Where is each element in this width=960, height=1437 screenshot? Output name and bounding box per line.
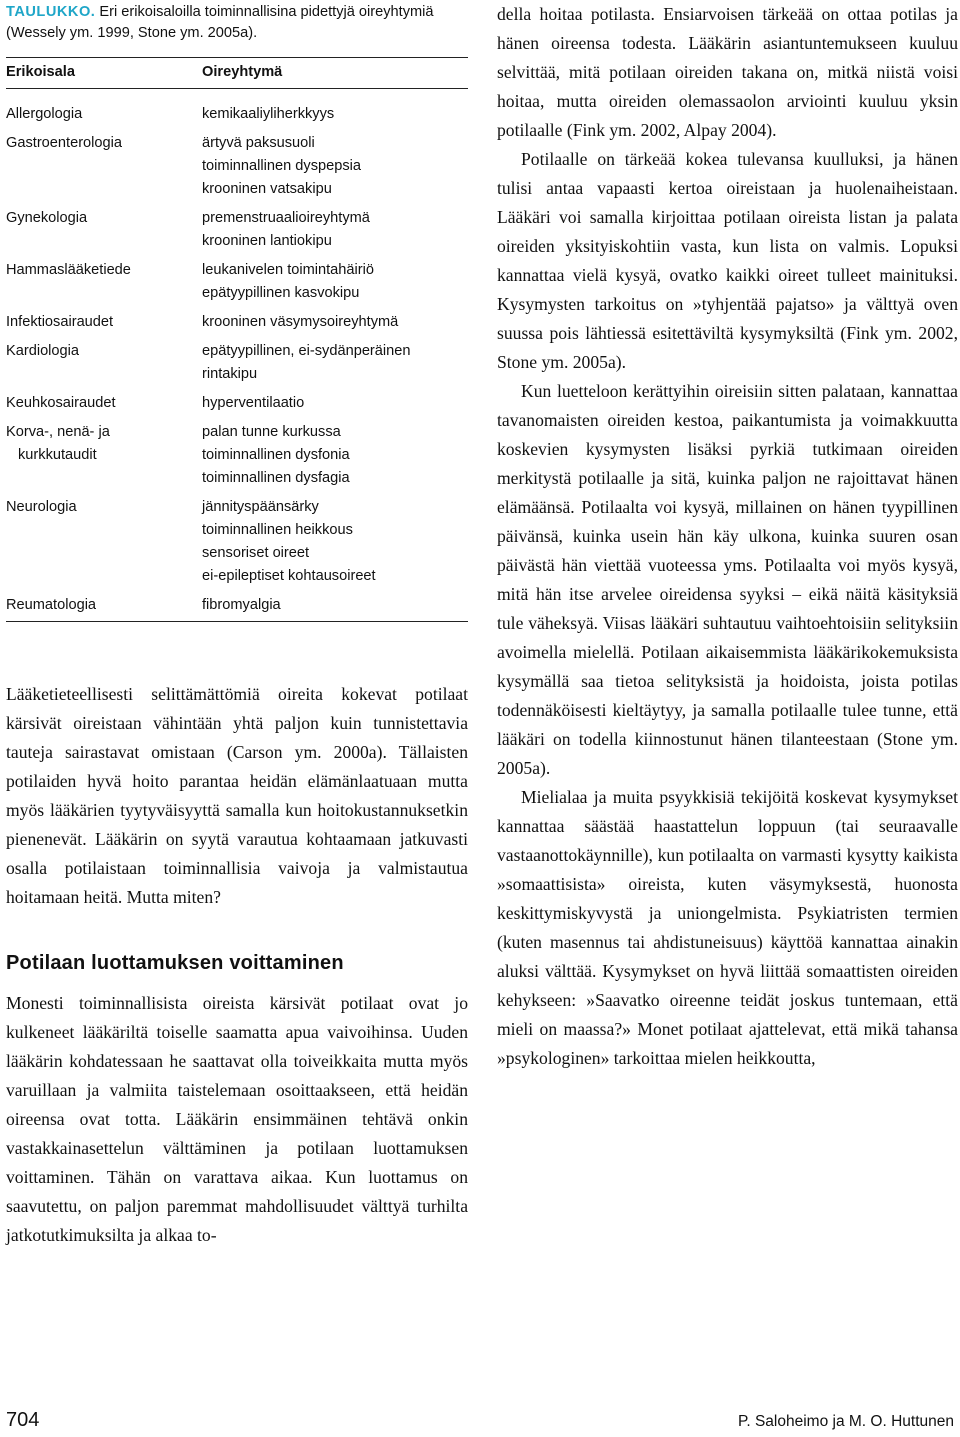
specialty-cell (6, 259, 202, 311)
syndrome-name: rintakipu (202, 366, 258, 382)
syndrome-name: toiminnallinen dysfagia (202, 470, 350, 486)
syndrome-name: toiminnallinen heikkous (202, 522, 353, 538)
syndrome-name: ärtyvä paksusuoli (202, 135, 315, 151)
table-row (6, 340, 468, 392)
specialty-name: Allergologia (6, 106, 83, 122)
left-column (6, 0, 468, 1250)
right-paragraph-4: Mielialaa ja muita psyykkisiä tekijöitä koskevat kysymykset kannattaa säästää haastattelun loppuun (tai seuraavalle vastaanottokäynnille), kun potilaalta on varmasti kysytty kaikista »somaattisista» oireista, kuten väsymyksestä, huonosta keskittymiskyvystä ja uniongelmista. Psykiatristen termien (kuten masennus tai ahdistuneisuus) käyttöä kannattaa ainakin aluksi välttää. Kysymykset on hyvä liittää somaattisten oireiden kehykseen: »Saavatko oireenne teidät joskus tuntemaan, että mieli on maassa?» Monet potilaat ajattelevat, että mikä tahansa »psykologinen» tarkoittaa mielen heikkoutta, (497, 787, 958, 1068)
specialty-name: Reumatologia (6, 597, 97, 613)
right-paragraph-3: Kun luetteloon kerättyihin oireisiin sitten palataan, kannattaa tavanomaisten oireiden kestoa, paikantumista ja voimakkuutta koskevien kysymysten lisäksi pyrkiä tutkimaan oireiden merkitystä potilaalle ja sitä, kuinka paljon ne rajoittavat hänen elämäänsä. Potilaalta voi kysyä, millainen on hänen tyypillinen päivänsä, kuinka usein hän käy ulkona, kuinka suuren osan päivästä hän viettää vuoteessa yms. Potilaalta voi myös kysyä, mitä hän itse arvelee oireidensa syyksi – eikä näitä käsityksiä tule väheksyä. Viisas lääkäri suhtautuu vaihtoehtoisiin selityksiin avoimella mielellä. Potilaan aikaisemmista lääkärikokemuksista kysymällä saa tietoa selityksistä ja hoidoista, joista potilas todennäköisesti kieltäytyy, ja samalla potilaalle tulee tunne, että lääkäri on todella kiinnostunut hänen tilanteestaan (Stone ym. 2005a). (497, 381, 958, 778)
intro-paragraph: Lääketieteellisesti selittämättömiä oireita kokevat potilaat kärsivät oireistaan vähintään yhtä paljon kuin tunnistettavia tauteja sairastavat omistaan (Carson ym. 2000a). Tällaisten potilaiden hyvä hoito parantaa heidän elämänlaatuaan mutta myös lääkärien tyytyväisyyttä samalla kun hoitokustannuksetkin pienenevät. Lääkärin on syytä varautua kohtaamaan jatkuvasti osalla potilaistaan toiminnallisia vaivoja ja valmistautua hoitamaan heitä. Mutta miten? (6, 684, 468, 907)
specialty-cell (6, 89, 202, 133)
table-body (6, 89, 468, 622)
right-paragraph-2: Potilaalle on tärkeää kokea tulevansa kuulluksi, ja hänen tulisi antaa vapaasti kertoa oireistaan ja huolenaiheistaan. Lääkäri voi samalla kirjoittaa potilaan oireista listan ja palata oireiden yksityiskohtiin vasta, kun lista on valmis. Lopuksi kannattaa vielä kysyä, ovatko kaikki oireet tulleet mainituksi. Kysymysten tarkoitus on »tyhjentää pajatso» ja välttyä oven suussa pois lähtiessä esitettäviltä kysymyksiltä (Fink ym. 2002, Stone ym. 2005a). (497, 149, 958, 372)
table-caption-text: Eri erikoisaloilla toiminnallisina pidettyjä oireyhtymiä (Wessely ym. 1999, Stone ym. 2005a). (6, 4, 434, 41)
specialty-name: Hammaslääketiede (6, 262, 131, 278)
specialty-name: Neurologia (6, 499, 77, 515)
syndrome-name: fibromyalgia (202, 597, 281, 613)
syndrome-name: premenstruaalioireyhtymä (202, 210, 370, 226)
header-syndrome: Oireyhtymä (202, 58, 468, 89)
syndrome-name: jännityspäänsärky (202, 499, 319, 515)
syndrome-name: krooninen vatsakipu (202, 181, 332, 197)
table-row (6, 594, 468, 622)
syndrome-cell (202, 392, 468, 421)
specialty-cell (6, 594, 202, 622)
syndrome-name: krooninen väsymysoireyhtymä (202, 314, 399, 330)
table-caption (6, 0, 468, 44)
specialty-name: Korva-, nenä- ja (6, 424, 110, 440)
syndrome-cell (202, 207, 468, 259)
specialty-syndrome-table (6, 57, 468, 622)
syndrome-name: kemikaaliyliherkkyys (202, 106, 335, 122)
syndrome-name: sensoriset oireet (202, 545, 310, 561)
syndrome-cell (202, 340, 468, 392)
syndrome-name: toiminnallinen dyspepsia (202, 158, 362, 174)
syndrome-cell (202, 311, 468, 340)
syndrome-name: krooninen lantiokipu (202, 233, 332, 249)
syndrome-name: hyperventilaatio (202, 395, 305, 411)
specialty-cell (6, 311, 202, 340)
running-footer-authors: P. Saloheimo ja M. O. Huttunen (738, 1413, 954, 1430)
syndrome-cell (202, 89, 468, 133)
specialty-cell (6, 421, 202, 496)
table-row (6, 89, 468, 133)
specialty-name: Keuhkosairaudet (6, 395, 116, 411)
specialty-cell (6, 207, 202, 259)
syndrome-name: epätyypillinen kasvokipu (202, 285, 360, 301)
specialty-cell (6, 340, 202, 392)
trust-paragraph: Monesti toiminnallisista oireista kärsivät potilaat ovat jo kulkeneet lääkäriltä toiselle saamatta apua vaivoihinsa. Uuden lääkärin kohdatessaan he saattavat olla toiveikkaita mutta myös varuillaan ja valmiita taistelemaan osoittaakseen, että heidän oireensa ovat totta. Lääkärin ensimmäinen tehtävä onkin vastakkainasettelun välttäminen ja potilaan luottamuksen voittaminen. Tähän on varattava aikaa. Kun luottamus on saavutettu, on paljon paremmat mahdollisuudet välttyä turhilta jatkotutkimuksilta ja alkaa to- (6, 993, 468, 1245)
specialty-name: Gynekologia (6, 210, 88, 226)
specialty-name: Infektiosairaudet (6, 314, 114, 330)
specialty-name: Gastroenterologia (6, 135, 123, 151)
table-header-row (6, 58, 468, 89)
syndrome-cell (202, 421, 468, 496)
specialty-name: kurkkutaudit (18, 447, 97, 463)
table-row (6, 496, 468, 594)
table-row (6, 311, 468, 340)
syndrome-cell (202, 496, 468, 594)
table-row (6, 421, 468, 496)
specialty-name: Kardiologia (6, 343, 80, 359)
right-column (497, 0, 958, 1073)
table-row (6, 392, 468, 421)
table-row (6, 259, 468, 311)
specialty-cell (6, 496, 202, 594)
right-paragraph-1: della hoitaa potilasta. Ensiarvoisen tärkeää on ottaa potilas ja hänen oireensa todesta. Lääkärin asiantuntemukseen kuuluu selvittää, mitä potilaan oireiden takana on, mitkä niistä voisi hoitaa, mutta oireiden olemassaolon arviointi kuuluu yksin potilaalle (Fink ym. 2002, Alpay 2004). (497, 4, 958, 140)
syndrome-cell (202, 132, 468, 207)
syndrome-name: palan tunne kurkussa (202, 424, 341, 440)
specialty-cell (6, 132, 202, 207)
syndrome-name: toiminnallinen dysfonia (202, 447, 350, 463)
syndrome-name: ei-epileptiset kohtausoireet (202, 568, 376, 584)
table-row (6, 207, 468, 259)
syndrome-name: epätyypillinen, ei-sydänperäinen (202, 343, 411, 359)
specialty-cell (6, 392, 202, 421)
syndrome-name: leukanivelen toimintahäiriö (202, 262, 374, 278)
header-specialty: Erikoisala (6, 58, 202, 89)
syndrome-cell (202, 594, 468, 622)
table-row (6, 132, 468, 207)
table-caption-label: TAULUKKO. (6, 4, 96, 20)
page-number: 704 (6, 1409, 40, 1431)
syndrome-cell (202, 259, 468, 311)
section-heading: Potilaan luottamuksen voittaminen (6, 952, 344, 974)
